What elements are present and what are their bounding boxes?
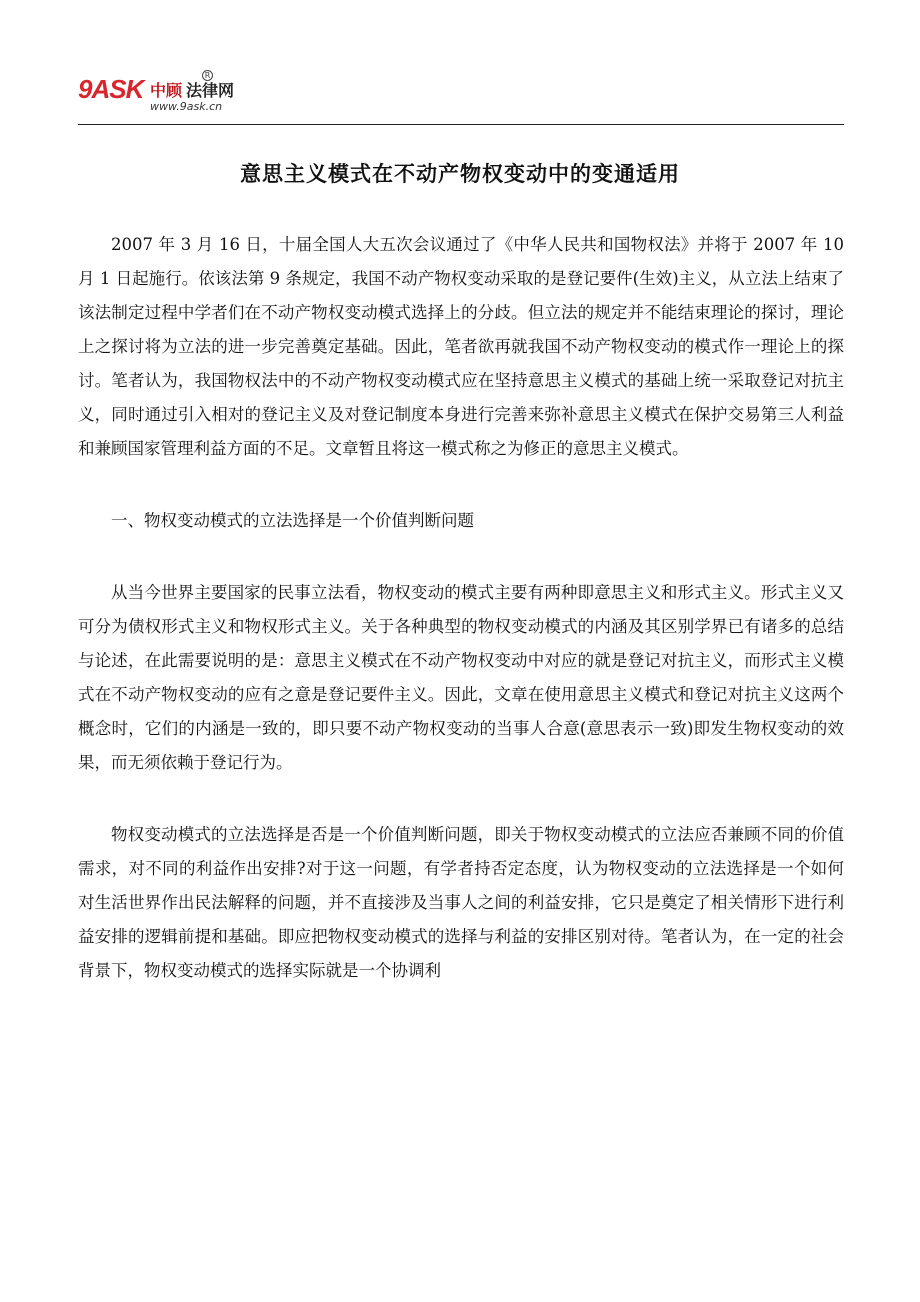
paragraph: 从当今世界主要国家的民事立法看，物权变动的模式主要有两种即意思主义和形式主义。形式主义又可分为债权形式主义和物权形式主义。关于各种典型的物权变动模式的内涵及其区别学界已有诸多的总结与论述，在此需要说明的是：意思主义模式在不动产物权变动中对应的就是登记对抗主义，而形式主义模式在不动产物权变动的应有之意是登记要件主义。因此，文章在使用意思主义模式和登记对抗主义这两个概念时，它们的内涵是一致的，即只要不动产物权变动的当事人合意(意思表示一致)即发生物权变动的效果，而无须依赖于登记行为。: [78, 583, 844, 772]
paragraph: 2007 年 3 月 16 日，十届全国人大五次会议通过了《中华人民共和国物权法》并将于 2007 年 10 月 1 日起施行。依该法第 9 条规定，我国不动产物权变动采取的是登记要件(生效)主义，从立法上结束了该法制定过程中学者们在不动产物权变动模式选择上的分歧。但立法的规定并不能结束理论的探讨，理论上之探讨将为立法的进一步完善奠定基础。因此，笔者欲再就我国不动产物权变动的模式作一理论上的探讨。笔者认为，我国物权法中的不动产物权变动模式应在坚持意思主义模式的基础上统一采取登记对抗主义，同时通过引入相对的登记主义及对登记制度本身进行完善来弥补意思主义模式在保护交易第三人利益和兼顾国家管理利益方面的不足。文章暂且将这一模式称之为修正的意思主义模式。: [78, 235, 844, 458]
logo-mark: 9ASK: [78, 74, 144, 104]
logo-name-cn: 中顾: [150, 81, 183, 100]
page-header: [78, 70, 838, 122]
header-divider: [78, 124, 844, 125]
registered-mark-icon: R: [202, 70, 213, 81]
logo-name: [150, 78, 234, 101]
article-title: 意思主义模式在不动产物权变动中的变通适用: [240, 162, 680, 186]
section-heading: 一、物权变动模式的立法选择是一个价值判断问题: [111, 511, 474, 530]
article-body: [78, 228, 844, 1026]
logo-law: 法律网: [186, 81, 235, 100]
paragraph: 物权变动模式的立法选择是否是一个价值判断问题，即关于物权变动模式的立法应否兼顾不同的价值需求，对不同的利益作出安排?对于这一问题，有学者持否定态度，认为物权变动的立法选择是一个如何对生活世界作出民法解释的问题，并不直接涉及当事人之间的利益安排，它只是奠定了相关情形下进行利益安排的逻辑前提和基础。即应把物权变动模式的选择与利益的安排区别对待。笔者认为，在一定的社会背景下，物权变动模式的选择实际就是一个协调利: [78, 825, 844, 980]
logo-url: www.9ask.cn: [150, 100, 223, 113]
site-logo[interactable]: [78, 70, 278, 122]
